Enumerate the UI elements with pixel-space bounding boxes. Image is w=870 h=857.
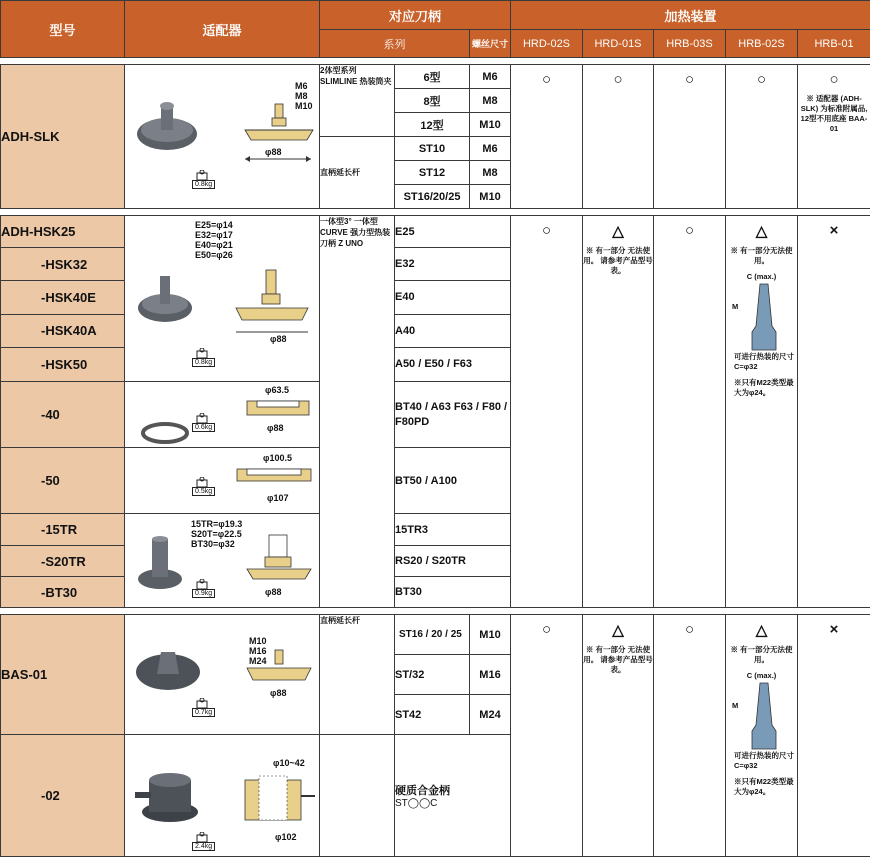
weight-icon xyxy=(195,579,209,589)
hsk-dim-list xyxy=(195,220,233,260)
cross-mark: × xyxy=(798,222,870,239)
bt40-dia: φ88 xyxy=(267,423,283,433)
hsk-series-a40: A40 xyxy=(395,314,511,347)
tr-dim-2: S20T=φ22.5 xyxy=(191,529,242,539)
weight-icon xyxy=(195,832,209,842)
model-40: -40 xyxy=(1,382,125,448)
bas01-dim-2: M16 xyxy=(249,646,267,656)
slk-dim-3: M10 xyxy=(295,101,313,111)
hsk-m22: ※只有M22类型最大为φ24。 xyxy=(726,378,797,398)
bas-series-carbide xyxy=(395,735,511,857)
model-hsk50: -HSK50 xyxy=(1,347,125,381)
adapter-image-tr xyxy=(125,514,320,608)
series-one-piece: 一体型3° 一体型CURVE 强力型热装刀柄 Z UNO xyxy=(320,216,395,608)
slk-series-st10: ST10 xyxy=(395,137,470,161)
bas01-dia: φ88 xyxy=(270,688,286,698)
bas02-drawing-icon xyxy=(237,772,317,826)
model-50: -50 xyxy=(1,448,125,514)
tr-weight: 0.9kg xyxy=(192,589,215,598)
bas-hrb03s xyxy=(654,615,726,857)
header-device-5: HRB-01 xyxy=(798,30,870,58)
bas01-dim-3: M24 xyxy=(249,656,267,666)
hsk-series-rs20: RS20 / S20TR xyxy=(395,546,511,577)
hsk-series-bt40: BT40 / A63 F63 / F80 / F80PD xyxy=(395,382,511,448)
model-hsk25: ADH-HSK25 xyxy=(1,216,125,248)
slk-hrb01-note: ※ 适配器 (ADH-SLK) 为标准附属品, 12型不用底座 BAA-01 xyxy=(798,94,870,134)
ring-adapter-photo-icon xyxy=(140,421,190,445)
adapter-image-bt50 xyxy=(125,448,320,514)
slk-dia: φ88 xyxy=(265,147,281,157)
bas-thread-m16: M16 xyxy=(470,655,511,695)
bas-m-label: M xyxy=(732,701,738,711)
header-device-3: HRB-03S xyxy=(654,30,726,58)
adapter-image-slk xyxy=(125,65,320,209)
weight-icon xyxy=(195,698,209,708)
header-model: 型号 xyxy=(1,1,125,58)
hsk-series-a50: A50 / E50 / F63 xyxy=(395,347,511,381)
hsk-hrb01 xyxy=(798,216,870,608)
triangle-mark: △ xyxy=(726,222,797,240)
hsk-series-15tr3: 15TR3 xyxy=(395,514,511,546)
adapter-image-hsk xyxy=(125,216,320,382)
bas-hrd01s-note: ※ 有一部分 无法使用。 请参考产品型号表。 xyxy=(583,645,653,675)
model-hsk40a: -HSK40A xyxy=(1,314,125,347)
bas-c-val: C=φ32 xyxy=(726,761,797,771)
bas-thread-m10: M10 xyxy=(470,615,511,655)
circle-mark: ○ xyxy=(511,71,582,88)
header-holder: 对应刀柄 xyxy=(320,1,511,30)
bas-hrb02s xyxy=(726,615,798,857)
bas-thread-m24: M24 xyxy=(470,695,511,735)
slk-series-12: 12型 xyxy=(395,113,470,137)
hsk-series-bt30: BT30 xyxy=(395,577,511,608)
bas01-weight: 0.7kg xyxy=(192,708,215,717)
bas02-dia: φ102 xyxy=(275,832,296,842)
slk-hrd01s xyxy=(583,65,654,209)
hsk-c-val: C=φ32 xyxy=(726,362,797,372)
hsk-series-e32: E32 xyxy=(395,248,511,281)
slk-dim-list xyxy=(295,81,313,111)
header-adapter: 适配器 xyxy=(125,1,320,58)
hsk-hrb02s-note: ※ 有一部分无法使用。 xyxy=(726,246,797,266)
slk-weight: 0.8kg xyxy=(192,180,215,189)
hsk-dia: φ88 xyxy=(270,334,286,344)
hsk-can-heat: 可进行热装的尺寸 xyxy=(726,352,797,362)
bas-hrb02s-note: ※ 有一部分无法使用。 xyxy=(726,645,797,665)
bt40-top: φ63.5 xyxy=(265,385,289,395)
header-device-2: HRD-01S xyxy=(583,30,654,58)
hsk-hrd02s xyxy=(511,216,583,608)
bas01-adapter-photo-icon xyxy=(133,644,203,694)
hsk-dim-1: E25=φ14 xyxy=(195,220,233,230)
hsk-hrb03s xyxy=(654,216,726,608)
bt50-top: φ100.5 xyxy=(263,453,292,463)
circle-mark: ○ xyxy=(798,71,870,88)
triangle-mark: △ xyxy=(583,621,653,639)
adapter-image-bt40 xyxy=(125,382,320,448)
bas-series-st16: ST16 / 20 / 25 xyxy=(395,615,470,655)
adapter-image-bas02 xyxy=(125,735,320,857)
bas-m22: ※只有M22类型最大为φ24。 xyxy=(726,777,797,797)
model-15tr: -15TR xyxy=(1,514,125,546)
tr-adapter-drawing-icon xyxy=(243,533,315,585)
tool-silhouette-icon xyxy=(744,282,784,352)
triangle-mark: △ xyxy=(583,222,653,240)
adapter-image-bas01 xyxy=(125,615,320,735)
triangle-mark: △ xyxy=(726,621,797,639)
bt50-drawing-icon xyxy=(233,465,315,487)
slk-thread-st16: M10 xyxy=(470,185,511,209)
slk-hrd02s xyxy=(511,65,583,209)
model-bas01: BAS-01 xyxy=(1,615,125,735)
model-adh-slk: ADH-SLK xyxy=(1,65,125,209)
weight-icon xyxy=(195,170,209,180)
header-device-4: HRB-02S xyxy=(726,30,798,58)
hsk-series-bt50: BT50 / A100 xyxy=(395,448,511,514)
circle-mark: ○ xyxy=(726,71,797,88)
bas-series-st32: ST/32 xyxy=(395,655,470,695)
bas-hrd01s xyxy=(583,615,654,857)
bas02-weight: 2.4kg xyxy=(192,842,215,851)
weight-icon xyxy=(195,477,209,487)
tool-silhouette-icon xyxy=(744,681,784,751)
slk-hrb03s xyxy=(654,65,726,209)
slk-hrb01 xyxy=(798,65,870,209)
slk-thread-st10: M6 xyxy=(470,137,511,161)
model-hsk40e: -HSK40E xyxy=(1,281,125,314)
slk-dim-arrow-icon xyxy=(243,155,313,163)
bt50-weight: 0.5kg xyxy=(192,487,215,496)
bas-hrd02s xyxy=(511,615,583,857)
tr-dim-list xyxy=(191,519,242,549)
slk-dim-1: M6 xyxy=(295,81,313,91)
bt40-drawing-icon xyxy=(243,397,313,419)
bas-can-heat: 可进行热装的尺寸 xyxy=(726,751,797,761)
slk-adapter-photo-icon xyxy=(135,92,200,157)
tr-dim-3: BT30=φ32 xyxy=(191,539,242,549)
hsk-cmax: C (max.) xyxy=(726,272,797,282)
carbide-sub: ST◯◯C xyxy=(395,798,510,809)
slk-series-8: 8型 xyxy=(395,89,470,113)
hsk-hrd01s xyxy=(583,216,654,608)
hsk-hrb02s xyxy=(726,216,798,608)
model-bt30: -BT30 xyxy=(1,577,125,608)
circle-mark: ○ xyxy=(583,71,653,88)
hsk-series-e25: E25 xyxy=(395,216,511,248)
tr-adapter-photo-icon xyxy=(135,533,185,593)
slk-thread-6: M6 xyxy=(470,65,511,89)
bt50-dia: φ107 xyxy=(267,493,288,503)
model-hsk32: -HSK32 xyxy=(1,248,125,281)
carbide-label: 硬质合金柄 xyxy=(395,782,510,798)
header-heating: 加热装置 xyxy=(511,1,870,30)
bas01-drawing-icon xyxy=(243,646,315,686)
slk-series-st12: ST12 xyxy=(395,161,470,185)
slk-thread-st12: M8 xyxy=(470,161,511,185)
series-bas02-empty xyxy=(320,735,395,857)
cross-mark: × xyxy=(798,621,870,638)
weight-icon xyxy=(195,413,209,423)
model-bas02: -02 xyxy=(1,735,125,857)
slk-series-6: 6型 xyxy=(395,65,470,89)
series-straight-shank: 直柄延长杆 xyxy=(320,137,395,209)
hsk-m-label: M xyxy=(732,302,738,312)
circle-mark: ○ xyxy=(654,222,725,239)
tool-silhouette xyxy=(726,282,797,352)
slk-dim-2: M8 xyxy=(295,91,313,101)
hsk-dim-4: E50=φ26 xyxy=(195,250,233,260)
tool-silhouette xyxy=(726,681,797,751)
slk-thread-12: M10 xyxy=(470,113,511,137)
bas-series-st42: ST42 xyxy=(395,695,470,735)
weight-icon xyxy=(195,348,209,358)
circle-mark: ○ xyxy=(511,621,582,638)
tr-dia: φ88 xyxy=(265,587,281,597)
series-bas-straight: 直柄延长杆 xyxy=(320,615,395,735)
slk-hrb02s xyxy=(726,65,798,209)
model-s20tr: -S20TR xyxy=(1,546,125,577)
bas02-adapter-photo-icon xyxy=(135,766,205,826)
bas-cmax: C (max.) xyxy=(726,671,797,681)
hsk-adapter-photo-icon xyxy=(135,266,195,326)
bas-hrb01 xyxy=(798,615,870,857)
hsk-hrd01s-note: ※ 有一部分 无法使用。 请参考产品型号表。 xyxy=(583,246,653,276)
circle-mark: ○ xyxy=(654,71,725,88)
circle-mark: ○ xyxy=(654,621,725,638)
bt40-weight: 0.6kg xyxy=(192,423,215,432)
header-series: 系列 xyxy=(320,30,470,58)
slk-thread-8: M8 xyxy=(470,89,511,113)
hsk-weight: 0.8kg xyxy=(192,358,215,367)
header-device-1: HRD-02S xyxy=(511,30,583,58)
circle-mark: ○ xyxy=(511,222,582,239)
slk-series-st16: ST16/20/25 xyxy=(395,185,470,209)
hsk-dim-2: E32=φ17 xyxy=(195,230,233,240)
bas02-range: φ10~42 xyxy=(273,758,305,768)
header-thread: 螺丝尺寸 xyxy=(470,30,511,58)
hsk-series-e40: E40 xyxy=(395,281,511,314)
hsk-dim-3: E40=φ21 xyxy=(195,240,233,250)
tr-dim-1: 15TR=φ19.3 xyxy=(191,519,242,529)
bas01-dim-1: M10 xyxy=(249,636,267,646)
series-slimline: 2体型系列 SLIMLINE 热装筒夹 xyxy=(320,65,395,137)
